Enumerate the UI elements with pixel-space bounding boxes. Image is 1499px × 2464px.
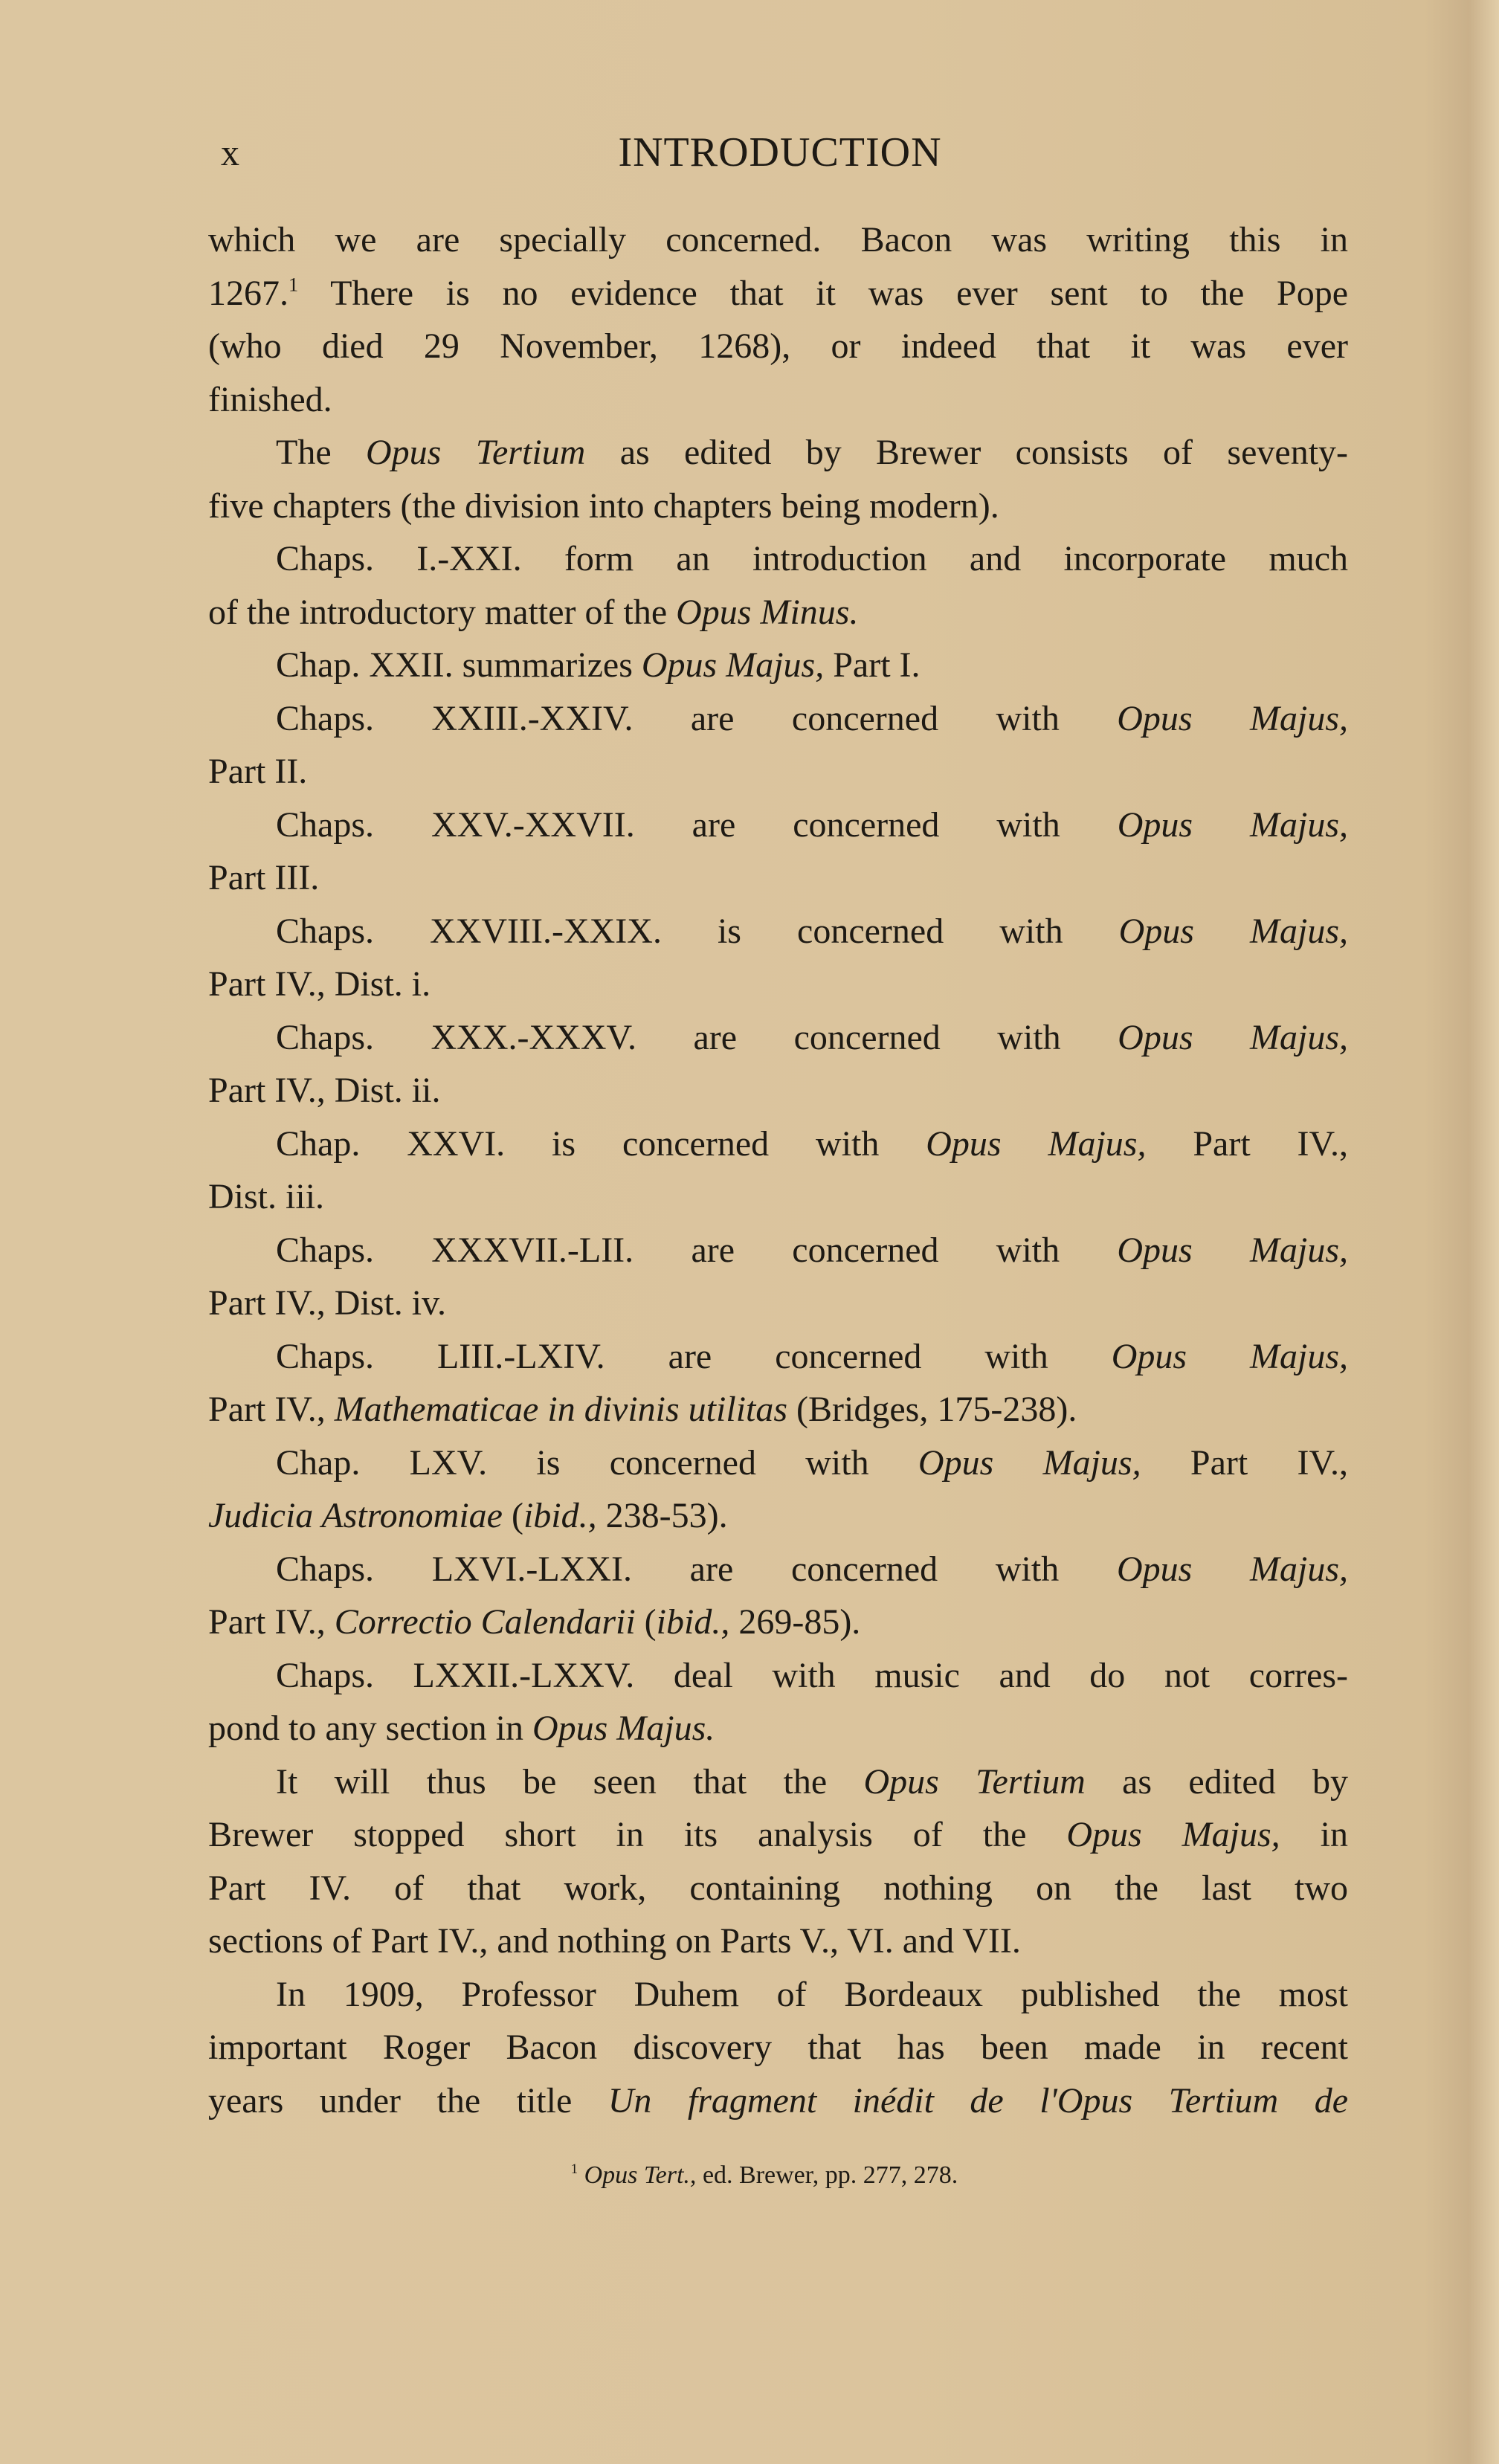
running-head: [212, 123, 1348, 182]
text-run: as edited by: [1085, 1761, 1348, 1802]
text-run: (: [635, 1602, 657, 1642]
text-run: (: [502, 1496, 523, 1535]
text-run: Part IV.,: [1141, 1442, 1348, 1483]
italic-text: Opus Majus,: [1117, 804, 1348, 845]
italic-text: Opus Majus,: [1118, 1017, 1348, 1057]
text-line: [208, 1330, 1348, 1384]
body-text: [208, 213, 1348, 2127]
italic-text: Opus Majus,: [641, 645, 825, 685]
text-run: which we are specially concerned. Bacon was writing this in: [208, 220, 1348, 259]
text-run: Chaps. LXVI.-LXXI. are concerned with: [276, 1549, 1117, 1589]
text-line: [208, 1383, 1348, 1436]
text-line: [208, 1011, 1348, 1065]
text-run: Chaps. I.-XXI. form an introduction and incorporate much: [276, 539, 1348, 578]
text-run: Part IV., Dist. ii.: [208, 1071, 441, 1110]
text-line: [208, 639, 1348, 692]
text-run: sections of Part IV., and nothing on Parts V., VI. and VII.: [208, 1921, 1021, 1961]
text-run: There is no evidence that it was ever sent to the Pope: [298, 273, 1348, 313]
text-line: [208, 267, 1348, 320]
text-line: [208, 692, 1348, 746]
text-line: [208, 745, 1348, 799]
text-line: [208, 1117, 1348, 1171]
text-line: [208, 1543, 1348, 1596]
text-run: Part IV.,: [1146, 1123, 1348, 1164]
text-run: as edited by Brewer consists of seventy-: [585, 433, 1348, 472]
text-line: [208, 2074, 1348, 2128]
text-run: 238-53).: [596, 1496, 728, 1535]
text-line: [208, 213, 1348, 267]
italic-text: Opus Majus,: [1118, 911, 1348, 951]
italic-text: Correctio Calendarii: [334, 1602, 636, 1642]
text-run: Chaps. XXVIII.-XXIX. is concerned with: [276, 911, 1119, 951]
text-run: The: [276, 433, 366, 472]
text-run: pond to any section in: [208, 1709, 532, 1748]
footnote-marker: 1: [570, 2161, 578, 2177]
italic-text: Opus Majus,: [1116, 1549, 1348, 1589]
italic-text: Opus Tertium: [366, 433, 586, 472]
italic-text: Opus Majus,: [918, 1442, 1141, 1483]
text-line: [208, 426, 1348, 480]
page-number: x: [221, 132, 239, 173]
text-run: Chaps. XXX.-XXXV. are concerned with: [276, 1017, 1118, 1057]
text-line: [208, 1489, 1348, 1543]
text-line: [208, 851, 1348, 905]
text-run: Part IV.,: [208, 1390, 335, 1429]
text-run: Chaps. XXIII.-XXIV. are concerned with: [276, 698, 1118, 738]
text-run: Part IV. of that work, containing nothing on the last two: [208, 1868, 1348, 1908]
text-line: [208, 586, 1348, 639]
text-run: (Bridges, 175-238).: [787, 1390, 1077, 1429]
text-line: [208, 905, 1348, 958]
italic-text: Opus Majus,: [1111, 1336, 1348, 1376]
text-run: Part II.: [208, 752, 308, 791]
text-line: [208, 1862, 1348, 1915]
text-run: Chaps. LXXII.-LXXV. deal with music and do not corres-: [276, 1655, 1348, 1695]
text-run: Part IV.,: [208, 1602, 335, 1642]
text-line: [208, 1596, 1348, 1649]
text-run: It will thus be seen that the: [276, 1761, 864, 1802]
text-run: ed. Brewer, pp. 277, 278.: [696, 2161, 958, 2189]
text-run: Chap. LXV. is concerned with: [276, 1442, 918, 1483]
italic-text: Un fragment inédit de l'Opus Tertium de: [607, 2080, 1348, 2120]
text-line: [208, 1702, 1348, 1755]
text-run: Part I.: [824, 645, 921, 685]
text-line: [208, 958, 1348, 1011]
text-run: Chaps. LIII.-LXIV. are concerned with: [276, 1336, 1112, 1376]
italic-text: Opus Majus,: [1117, 1230, 1348, 1270]
text-line: [208, 1277, 1348, 1330]
text-run: Chap. XXVI. is concerned with: [276, 1123, 926, 1164]
text-line: [208, 1436, 1348, 1490]
text-run: Dist. iii.: [208, 1177, 325, 1216]
italic-text: Opus Majus,: [1066, 1815, 1280, 1854]
text-run: Chap. XXII. summarizes: [276, 645, 642, 685]
text-run: Part IV., Dist. i.: [208, 964, 431, 1004]
text-line: [208, 480, 1348, 533]
text-line: [208, 799, 1348, 852]
text-run: Chaps. XXXVII.-LII. are concerned with: [276, 1230, 1118, 1270]
text-run: Part IV., Dist. iv.: [208, 1283, 447, 1323]
text-line: [208, 2021, 1348, 2074]
text-line: [208, 1755, 1348, 1809]
italic-text: Judicia Astronomiae: [208, 1496, 503, 1535]
text-run: Part III.: [208, 858, 320, 897]
italic-text: Opus Minus.: [676, 592, 859, 632]
text-run: Brewer stopped short in its analysis of the: [208, 1815, 1067, 1854]
text-run: five chapters (the division into chapters being modern).: [208, 486, 999, 526]
chapter-title: INTRODUCTION: [618, 129, 942, 175]
italic-text: Opus Majus.: [532, 1709, 715, 1748]
text-run: Chaps. XXV.-XXVII. are concerned with: [276, 804, 1118, 845]
text-line: [208, 1224, 1348, 1277]
italic-text: Opus Majus,: [1117, 698, 1348, 738]
text-run: 269-85).: [729, 1602, 861, 1642]
text-run: of the introductory matter of the: [208, 592, 677, 632]
text-line: [208, 532, 1348, 586]
text-run: finished.: [208, 379, 332, 419]
footnote: [0, 2155, 1499, 2196]
text-line: [208, 373, 1348, 427]
text-line: [208, 1808, 1348, 1862]
text-line: [208, 1170, 1348, 1224]
text-line: [208, 1915, 1348, 1968]
italic-text: Mathematicae in divinis utilitas: [334, 1390, 788, 1429]
text-run: (who died 29 November, 1268), or indeed that it was ever: [208, 326, 1348, 366]
text-line: [208, 1064, 1348, 1117]
italic-text: ibid.,: [523, 1496, 597, 1535]
text-run: 1267.: [208, 273, 288, 313]
text-run: important Roger Bacon discovery that has been made in recent: [208, 2028, 1348, 2067]
text-line: [208, 1649, 1348, 1703]
text-run: in: [1280, 1815, 1348, 1854]
text-line: [208, 320, 1348, 373]
text-line: [208, 1968, 1348, 2022]
italic-text: Opus Tertium: [863, 1761, 1086, 1802]
italic-text: Opus Majus,: [926, 1123, 1147, 1164]
text-run: years under the title: [208, 2080, 608, 2120]
footnote-reference: 1: [288, 273, 299, 296]
italic-text: ibid.,: [656, 1602, 730, 1642]
text-run: In 1909, Professor Duhem of Bordeaux published the most: [276, 1974, 1348, 2014]
italic-text: Opus Tert.,: [584, 2161, 697, 2189]
